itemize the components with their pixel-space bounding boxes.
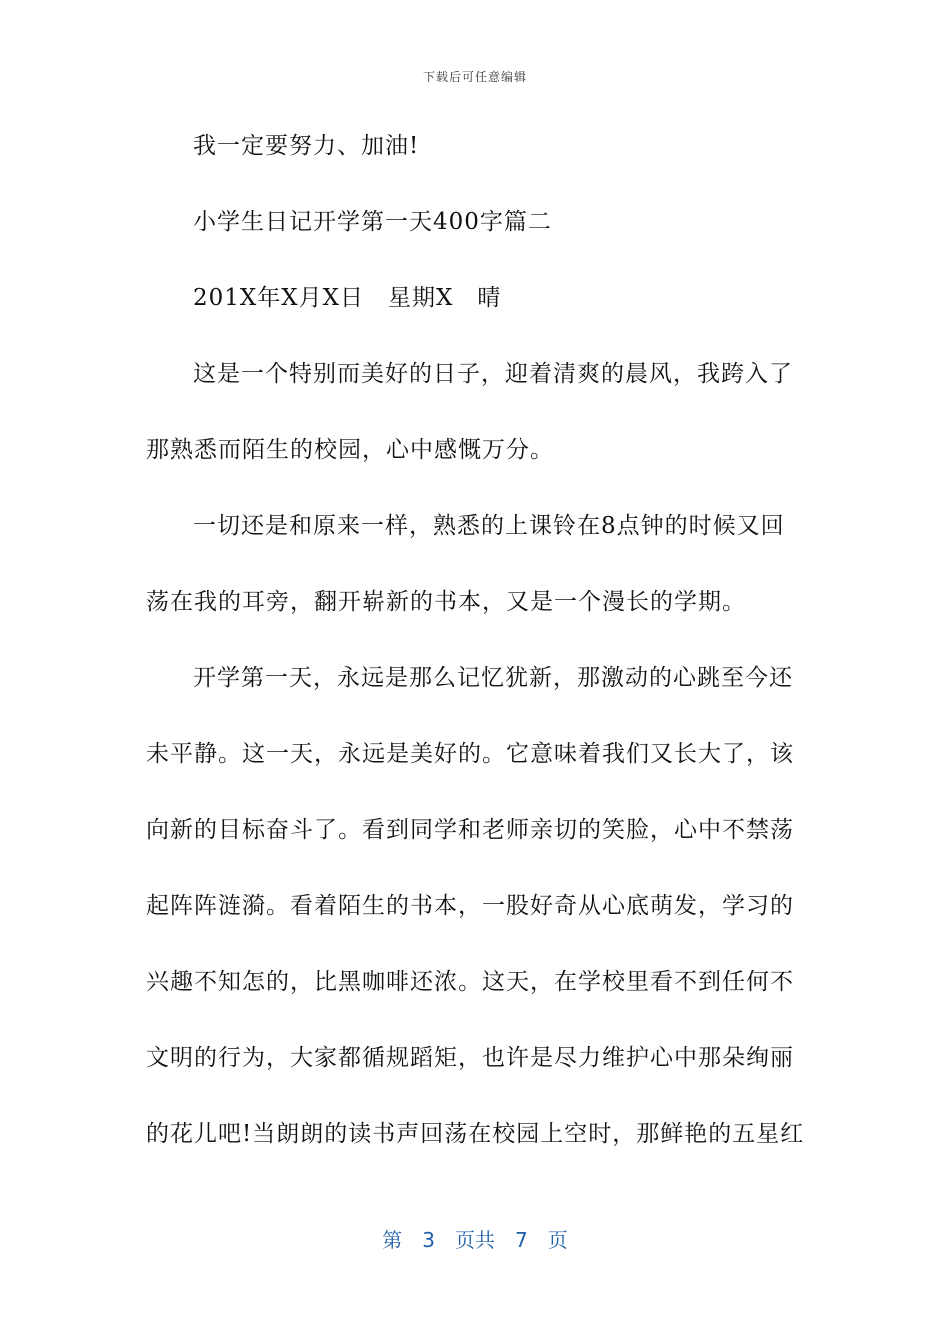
date-line: 201X年X月X日 星期X 晴 <box>193 285 502 311</box>
document-body <box>146 118 806 1182</box>
section-title: 小学生日记开学第一天400字篇二 <box>193 209 552 235</box>
paragraph-line: 未平静。这一天，永远是美好的。它意味着我们又长大了，该 <box>146 741 794 767</box>
page-number-footer: 第 3 页共 7 页 <box>382 1228 568 1252</box>
paragraph-line: 我一定要努力、加油! <box>193 133 420 159</box>
paragraph-line: 那熟悉而陌生的校园，心中感慨万分。 <box>146 437 554 463</box>
paragraph-line: 的花儿吧!当朗朗的读书声回荡在校园上空时，那鲜艳的五星红 <box>146 1121 805 1147</box>
paragraph-line: 向新的目标奋斗了。看到同学和老师亲切的笑脸，心中不禁荡 <box>146 817 794 843</box>
paragraph-line: 荡在我的耳旁，翻开崭新的书本，又是一个漫长的学期。 <box>146 589 746 615</box>
paragraph-line: 一切还是和原来一样，熟悉的上课铃在8点钟的时候又回 <box>193 513 785 539</box>
paragraph-line: 这是一个特别而美好的日子，迎着清爽的晨风，我跨入了 <box>193 361 793 387</box>
paragraph-line: 兴趣不知怎的，比黑咖啡还浓。这天，在学校里看不到任何不 <box>146 969 794 995</box>
page-header-note: 下载后可任意编辑 <box>422 70 527 84</box>
paragraph-line: 起阵阵涟漪。看着陌生的书本，一股好奇从心底萌发，学习的 <box>146 893 794 919</box>
paragraph-line: 开学第一天，永远是那么记忆犹新，那激动的心跳至今还 <box>193 665 793 691</box>
paragraph-line: 文明的行为，大家都循规蹈矩，也许是尽力维护心中那朵绚丽 <box>146 1045 794 1071</box>
